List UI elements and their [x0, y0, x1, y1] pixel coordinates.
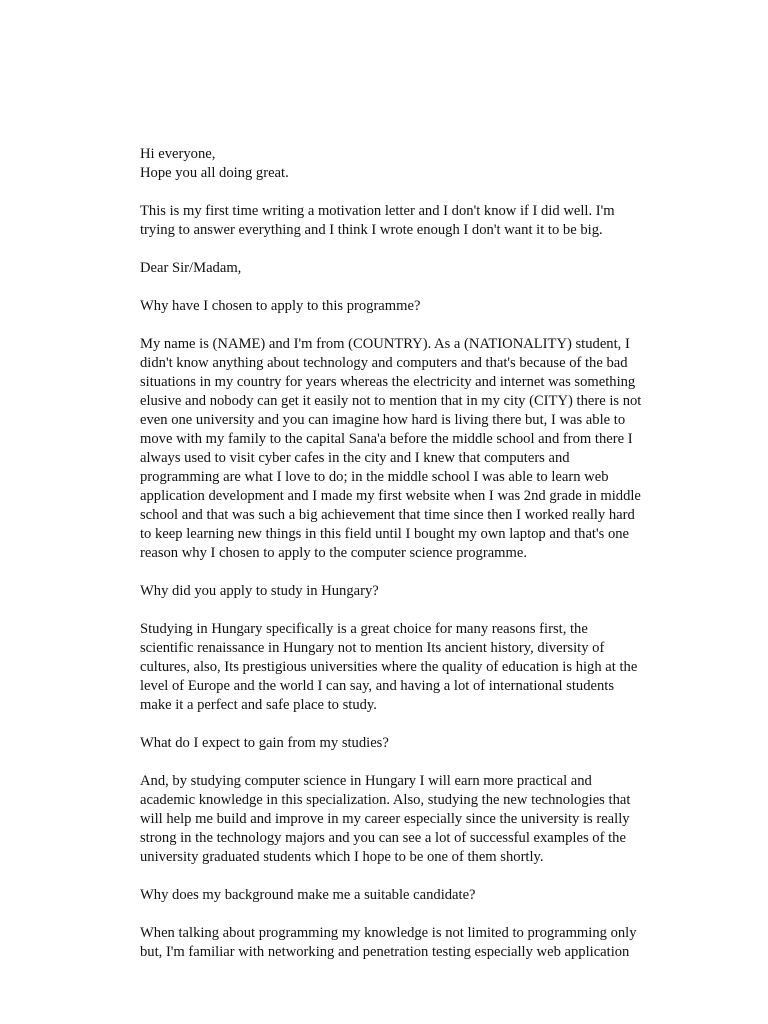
text-line: will help me build and improve in my career especially since the university is really: [140, 811, 630, 827]
greeting-line: Hope you all doing great.: [140, 165, 289, 181]
salutation: [140, 259, 660, 278]
text-line: And, by studying computer science in Hungary I will earn more practical and: [140, 773, 592, 789]
text-line: but, I'm familiar with networking and penetration testing especially web application: [140, 944, 630, 960]
salutation-text: Dear Sir/Madam,: [140, 260, 242, 276]
text-line: to keep learning new things in this field until I bought my own laptop and that's one: [140, 526, 630, 542]
text-line: Studying in Hungary specifically is a great choice for many reasons first, the: [140, 621, 588, 637]
text-line: move with my family to the capital Sana'a before the middle school and from there I: [140, 431, 633, 447]
section-answer: [140, 924, 660, 962]
text-line: This is my first time writing a motivation letter and I don't know if I did well. I'm: [140, 203, 615, 219]
text-line: academic knowledge in this specialization. Also, studying the new technologies that: [140, 792, 631, 808]
text-line: elusive and nobody can get it easily not to mention that in my city (CITY) there is not: [140, 393, 642, 409]
section-question: [140, 297, 660, 316]
text-line: university graduated students which I hope to be one of them shortly.: [140, 849, 544, 865]
text-line: scientific renaissance in Hungary not to mention Its ancient history, diversity of: [140, 640, 605, 656]
section-answer: [140, 335, 660, 563]
text-line: programming are what I love to do; in the middle school I was able to learn web: [140, 469, 609, 485]
section-answer: [140, 772, 660, 867]
text-line: cultures, also, Its prestigious universities where the quality of education is high at the: [140, 659, 638, 675]
text-line: When talking about programming my knowledge is not limited to programming only: [140, 925, 637, 941]
question-text: Why does my background make me a suitable candidate?: [140, 887, 476, 903]
greeting-line: Hi everyone,: [140, 146, 216, 162]
text-line: even one university and you can imagine how hard is living there but, I was able to: [140, 412, 626, 428]
text-line: reason why I chosen to apply to the computer science programme.: [140, 545, 528, 561]
section-question: [140, 734, 660, 753]
text-line: trying to answer everything and I think I wrote enough I don't want it to be big.: [140, 222, 603, 238]
text-line: application development and I made my first website when I was 2nd grade in middle: [140, 488, 641, 504]
section-question: [140, 582, 660, 601]
text-line: make it a perfect and safe place to study.: [140, 697, 377, 713]
text-line: school and that was such a big achievement that time since then I worked really hard: [140, 507, 635, 523]
question-text: What do I expect to gain from my studies?: [140, 735, 389, 751]
document-page: [140, 145, 660, 981]
greeting: [140, 145, 660, 183]
intro-note: [140, 202, 660, 240]
text-line: level of Europe and the world I can say, and having a lot of international students: [140, 678, 615, 694]
text-line: didn't know anything about technology and computers and that's because of the bad: [140, 355, 628, 371]
text-line: My name is (NAME) and I'm from (COUNTRY). As a (NATIONALITY) student, I: [140, 336, 630, 352]
text-line: situations in my country for years whereas the electricity and internet was something: [140, 374, 636, 390]
question-text: Why have I chosen to apply to this programme?: [140, 298, 421, 314]
text-line: strong in the technology majors and you can see a lot of successful examples of the: [140, 830, 626, 846]
section-question: [140, 886, 660, 905]
section-answer: [140, 620, 660, 715]
question-text: Why did you apply to study in Hungary?: [140, 583, 379, 599]
text-line: always used to visit cyber cafes in the city and I knew that computers and: [140, 450, 570, 466]
